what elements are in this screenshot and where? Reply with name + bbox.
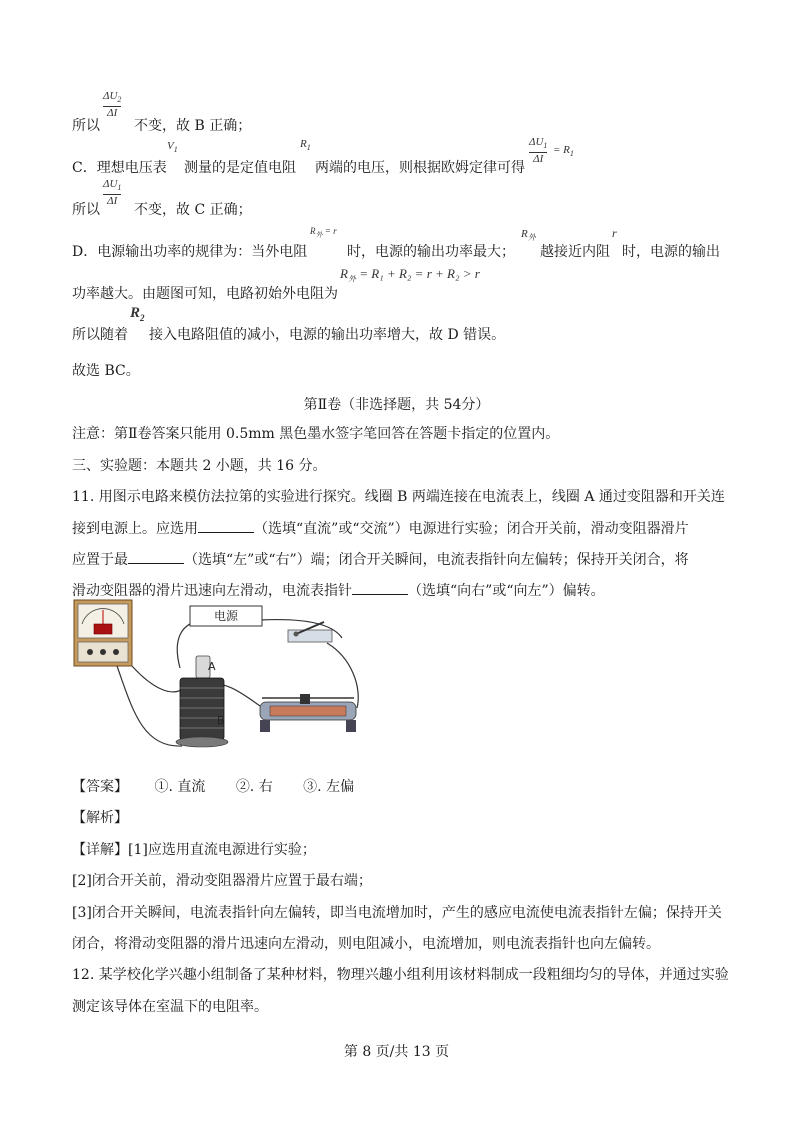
math-di: ΔI	[107, 107, 118, 120]
text-line-4a: D．电源输出功率的规律为：当外电阻	[72, 244, 308, 260]
q11-line-2	[72, 518, 689, 538]
part-three-heading: 三、实验题：本题共 2 小题，共 16 分。	[72, 458, 327, 474]
coil-b-label: B	[217, 714, 225, 727]
math-r2: $R_2$	[130, 305, 145, 323]
q11-line-1: 11. 用图示电路来模仿法拉第的实验进行探究。线圈 B 两端连接在电流表上，线圈 A 通过变阻器和开关连	[72, 489, 725, 505]
text-line-5a: 功率越大。由题图可知，电路初始外电阻为	[72, 286, 338, 302]
text-line-6a: 所以随着	[72, 327, 128, 343]
text-line-3b: 不变，故 C 正确；	[134, 202, 252, 218]
detail-1: 【详解】[1]应选用直流电源进行实验；	[72, 842, 316, 858]
q11-line-4a: 滑动变阻器的滑片迅速向左滑动，电流表指针	[72, 583, 352, 599]
power-supply	[190, 606, 262, 626]
coil-assembly	[176, 656, 228, 747]
q11-line-3	[72, 549, 689, 569]
knife-switch	[288, 622, 332, 642]
text-line-3a: 所以	[72, 202, 100, 218]
text-line-2a: C．理想电压表	[72, 160, 167, 176]
q11-line-4b: （选填“向右”或“向左”）偏转。	[408, 583, 605, 599]
answer-2: ②. 右	[235, 779, 273, 795]
answer-3: ③. 左偏	[303, 779, 355, 795]
text-line-2b: 测量的是定值电阻	[184, 160, 296, 176]
detail-3b: 闭合，将滑动变阻器的滑片迅速向左滑动，则电阻减小，电流增加，则电流表指针也向左偏转。	[72, 936, 660, 952]
answer-blank-2[interactable]	[128, 549, 184, 564]
text-line-7: 故选 BC。	[72, 363, 140, 379]
math-ohm-rhs: = $R_1$	[553, 144, 574, 159]
math-initial-resistance: $R_外 = R_1 + R_2 = r + R_2 > r$	[340, 266, 480, 284]
math-r-internal: r	[612, 226, 617, 240]
answer-blank-1[interactable]	[198, 518, 254, 533]
detail-3a: [3]闭合开关瞬间，电流表指针向左偏转，即当电流增加时，产生的感应电流使电流表指针左偏；保持开关	[72, 905, 722, 921]
galvanometer	[74, 600, 132, 666]
text-line-4b: 时，电源的输出功率最大；	[347, 244, 515, 260]
answer-1: ①. 直流	[154, 779, 206, 795]
q11-line-3a: 应置于最	[72, 552, 128, 568]
fraction-du2-di	[103, 90, 121, 119]
math-r1: $R_1$	[300, 138, 311, 153]
text-line-1a: 所以	[72, 118, 100, 134]
section-title: 第Ⅱ卷（非选择题，共 54分）	[303, 397, 490, 413]
math-du2: ΔU	[103, 90, 118, 102]
text-line-6b: 接入电路阻值的减小，电源的输出功率增大，故 D 错误。	[149, 327, 506, 343]
math-v1: $V_1$	[167, 140, 178, 155]
math-rout-eq-r: $R_外 = r$	[310, 226, 337, 239]
answer-blank-3[interactable]	[352, 580, 408, 595]
rheostat	[260, 694, 356, 732]
math-rout: $R_外$	[521, 228, 536, 243]
text-line-4c: 越接近内阻	[540, 244, 610, 260]
fraction-du1-di: $\Delta U_1$ ΔI	[103, 178, 122, 208]
q12-line-1: 12. 某学校化学兴趣小组制备了某种材料，物理兴趣小组利用该材料制成一段粗细均匀的导体，并通过实验	[72, 967, 729, 983]
math-du2-sub: 2	[117, 95, 122, 105]
analysis-label: 【解析】	[72, 810, 128, 826]
text-line-1b: 不变，故 B 正确；	[134, 118, 252, 134]
page-footer: 第 8 页/共 13 页	[343, 1044, 450, 1060]
q11-line-4	[72, 580, 605, 600]
answer-row	[72, 778, 380, 796]
section-note: 注意：第Ⅱ卷答案只能用 0.5mm 黑色墨水签字笔回答在答题卡指定的位置内。	[72, 426, 560, 442]
text-line-2c: 两端的电压，则根据欧姆定律可得	[315, 160, 525, 176]
answer-label: 【答案】	[72, 779, 128, 795]
q11-line-2a: 接到电源上。应选用	[72, 521, 198, 537]
q12-line-2: 测定该导体在室温下的电阻率。	[72, 999, 268, 1015]
fraction-ohm-law: $\Delta U_1$ ΔI	[529, 136, 548, 166]
detail-2: [2]闭合开关前，滑动变阻器滑片应置于最右端；	[72, 873, 372, 889]
coil-a-label: A	[208, 660, 216, 673]
power-supply-label: 电源	[213, 609, 239, 623]
wire	[132, 666, 184, 692]
text-line-4d: 时，电源的输出	[622, 244, 720, 260]
q11-line-2b: （选填“直流”或“交流”）电源进行实验；闭合开关前，滑动变阻器滑片	[254, 521, 689, 537]
wire	[117, 666, 182, 746]
q11-line-3b: （选填“左”或“右”）端；闭合开关瞬间，电流表指针向左偏转；保持开关闭合，将	[184, 552, 689, 568]
faraday-circuit-figure	[72, 598, 372, 758]
